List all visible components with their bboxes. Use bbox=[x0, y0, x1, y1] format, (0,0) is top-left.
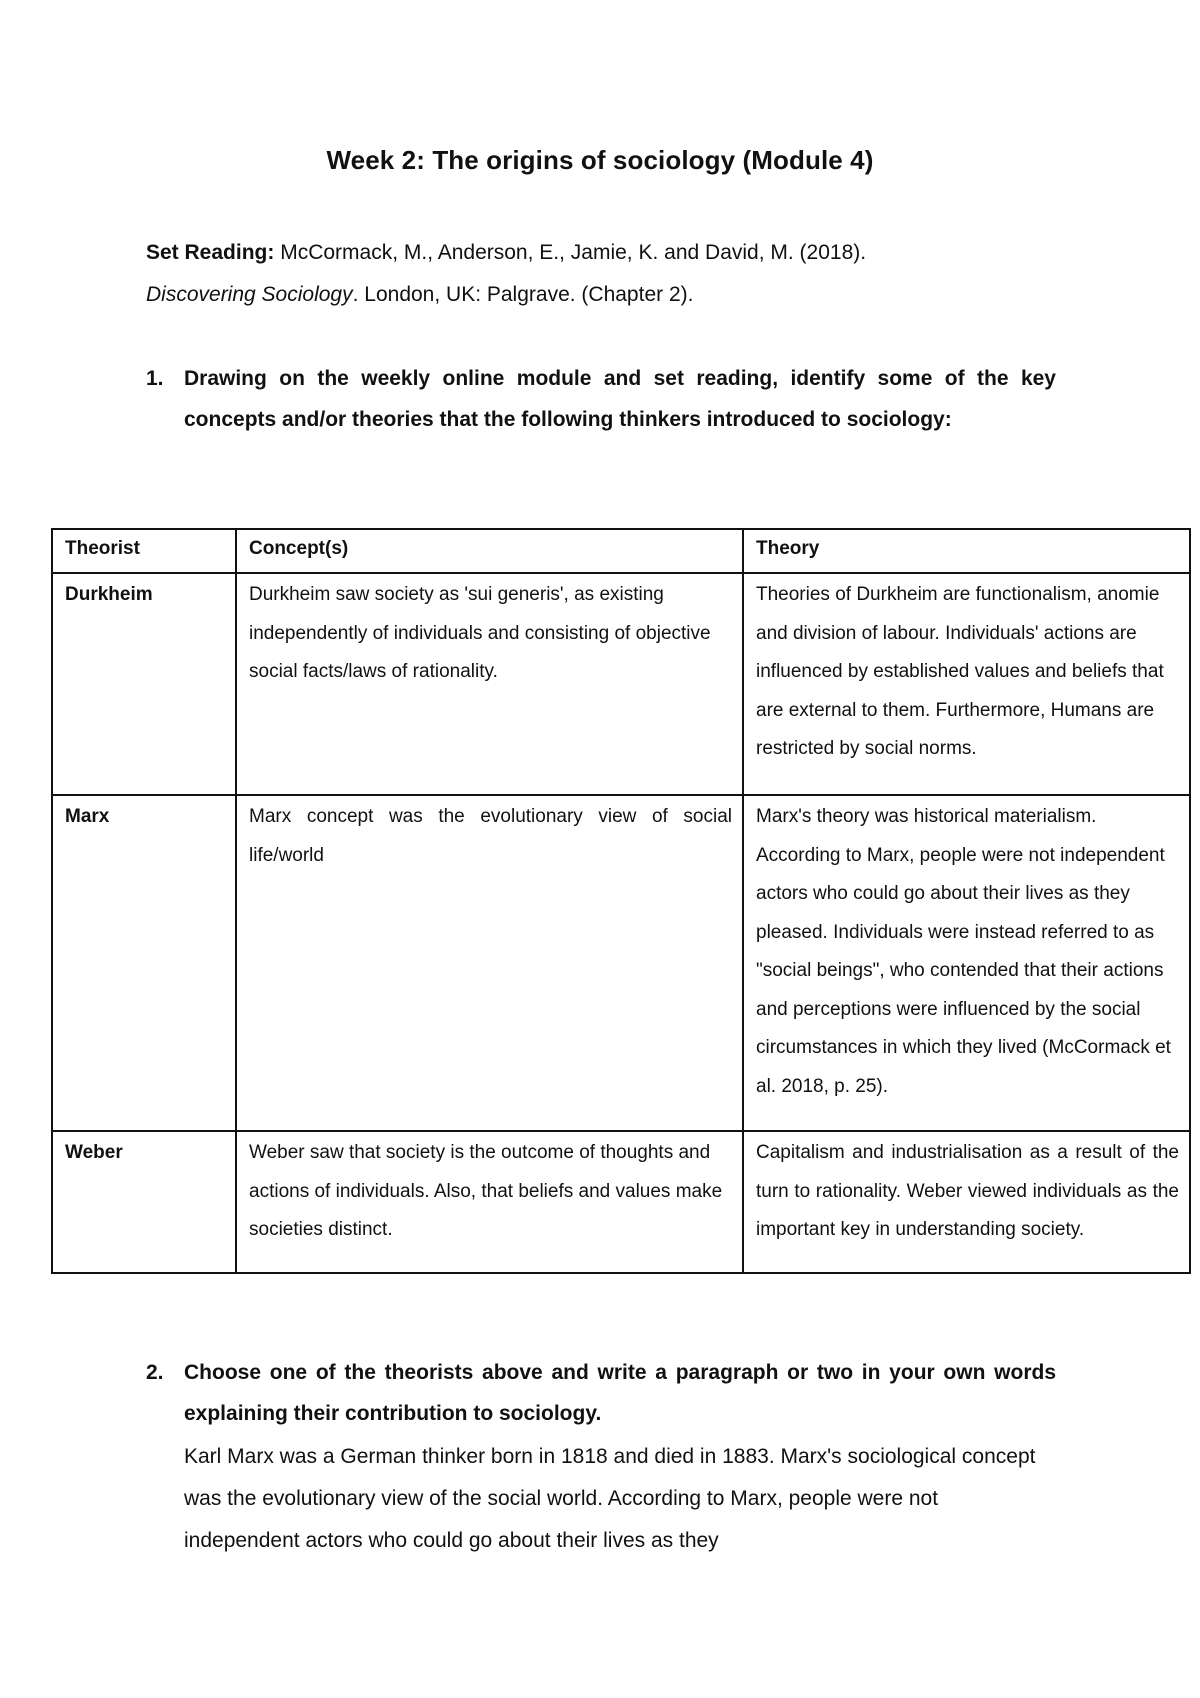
question-2-text: Choose one of the theorists above and write a paragraph or two in your own words explaining their contribution to sociology. bbox=[184, 1361, 1056, 1425]
theorist-cell: Weber bbox=[52, 1131, 236, 1273]
theory-cell: Theories of Durkheim are functionalism, anomie and division of labour. Individuals' actions are influenced by established values and beliefs that are external to them. Furthermore, Humans are restricted by social norms. bbox=[743, 573, 1190, 795]
question-1-text: Drawing on the weekly online module and set reading, identify some of the key concepts and/or theories that the following thinkers introduced to sociology: bbox=[184, 367, 1056, 431]
question-2-answer: Karl Marx was a German thinker born in 1818 and died in 1883. Marx's sociological concept was the evolutionary view of the social world. According to Marx, people were not independent actors who could go about their lives as they bbox=[184, 1445, 1036, 1552]
header-concepts: Concept(s) bbox=[236, 529, 743, 573]
set-reading-book-title: Discovering Sociology bbox=[146, 283, 353, 306]
question-1 bbox=[146, 358, 1056, 440]
table-row bbox=[52, 1131, 1190, 1273]
concepts-cell: Weber saw that society is the outcome of thoughts and actions of individuals. Also, that beliefs and values make societies distinct. bbox=[236, 1131, 743, 1273]
set-reading-publisher: . London, UK: Palgrave. (Chapter 2). bbox=[352, 283, 694, 306]
page-title: Week 2: The origins of sociology (Module 4) bbox=[326, 145, 874, 175]
set-reading-paragraph bbox=[146, 232, 1056, 316]
theorist-table bbox=[51, 528, 1191, 1274]
theory-cell: Capitalism and industrialisation as a result of the turn to rationality. Weber viewed individuals as the important key in understanding society. bbox=[743, 1131, 1190, 1273]
question-2-number: 2. bbox=[146, 1361, 164, 1384]
question-2 bbox=[146, 1352, 1056, 1434]
table-header-row bbox=[52, 529, 1190, 573]
header-theorist: Theorist bbox=[52, 529, 236, 573]
table-row bbox=[52, 795, 1190, 1131]
theory-cell: Marx's theory was historical materialism. According to Marx, people were not independent actors who could go about their lives as they pleased. Individuals were instead referred to as "social beings", who contended that their actions and perceptions were influenced by the social circumstances in which they lived (McCormack et al. 2018, p. 25). bbox=[743, 795, 1190, 1131]
question-1-number: 1. bbox=[146, 367, 164, 390]
theorist-cell: Marx bbox=[52, 795, 236, 1131]
set-reading-label: Set Reading: bbox=[146, 241, 275, 264]
concepts-cell: Durkheim saw society as 'sui generis', as existing independently of individuals and consisting of objective social facts/laws of rationality. bbox=[236, 573, 743, 795]
set-reading-citation: McCormack, M., Anderson, E., Jamie, K. and David, M. (2018). bbox=[280, 241, 867, 264]
theorist-cell: Durkheim bbox=[52, 573, 236, 795]
concepts-cell: Marx concept was the evolutionary view of social life/world bbox=[236, 795, 743, 1131]
table-row bbox=[52, 573, 1190, 795]
header-theory: Theory bbox=[743, 529, 1190, 573]
